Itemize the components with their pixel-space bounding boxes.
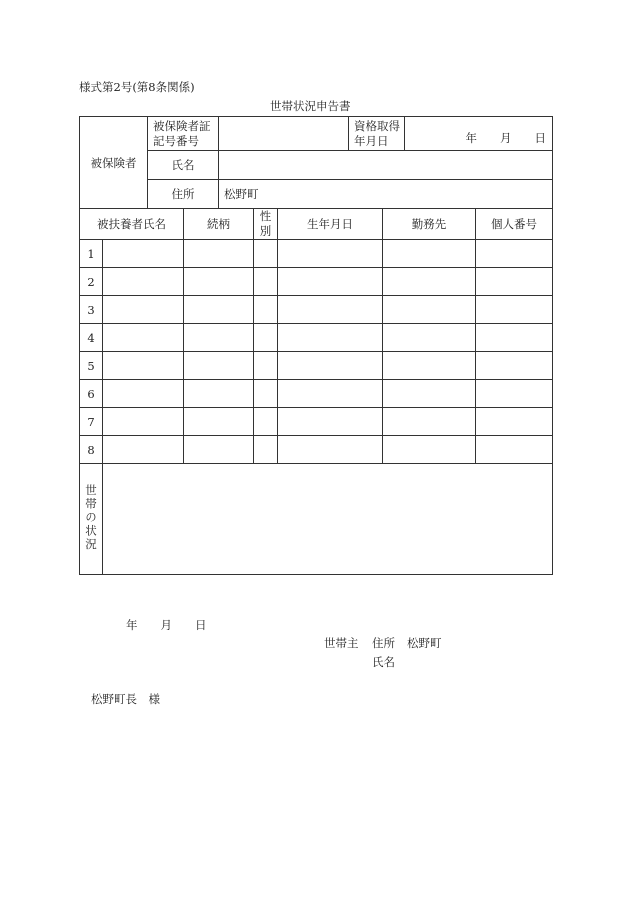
household-status-field[interactable] bbox=[103, 464, 553, 575]
cell-relation[interactable] bbox=[184, 296, 254, 324]
address-label: 住所 bbox=[148, 180, 219, 209]
cell-name[interactable] bbox=[103, 240, 184, 268]
cell-gender[interactable] bbox=[254, 240, 278, 268]
header-relation: 続柄 bbox=[184, 209, 254, 240]
cell-relation[interactable] bbox=[184, 436, 254, 464]
cell-gender[interactable] bbox=[254, 352, 278, 380]
cell-personal-id[interactable] bbox=[476, 240, 553, 268]
qualification-date-label: 資格取得 年月日 bbox=[349, 117, 405, 151]
row-number: 4 bbox=[80, 324, 103, 352]
declaration-date: 年 月 日 bbox=[126, 618, 207, 632]
cell-gender[interactable] bbox=[254, 268, 278, 296]
cell-relation[interactable] bbox=[184, 352, 254, 380]
document-title: 世帯状況申告書 bbox=[270, 99, 351, 113]
cell-relation[interactable] bbox=[184, 240, 254, 268]
cell-gender[interactable] bbox=[254, 324, 278, 352]
insured-table bbox=[79, 116, 553, 209]
cell-workplace[interactable] bbox=[383, 436, 476, 464]
header-workplace: 勤務先 bbox=[383, 209, 476, 240]
cell-gender[interactable] bbox=[254, 296, 278, 324]
row-number: 3 bbox=[80, 296, 103, 324]
row-number: 5 bbox=[80, 352, 103, 380]
cell-workplace[interactable] bbox=[383, 408, 476, 436]
cell-personal-id[interactable] bbox=[476, 380, 553, 408]
cell-name[interactable] bbox=[103, 324, 184, 352]
householder-label: 世帯主 bbox=[324, 636, 359, 650]
row-number: 7 bbox=[80, 408, 103, 436]
cell-birth[interactable] bbox=[278, 324, 383, 352]
cell-personal-id[interactable] bbox=[476, 268, 553, 296]
name-label: 氏名 bbox=[148, 151, 219, 180]
cell-birth[interactable] bbox=[278, 296, 383, 324]
header-personal-id: 個人番号 bbox=[476, 209, 553, 240]
address-field[interactable]: 松野町 bbox=[219, 180, 553, 209]
row-number: 6 bbox=[80, 380, 103, 408]
cell-gender[interactable] bbox=[254, 408, 278, 436]
header-gender: 性 別 bbox=[254, 209, 278, 240]
header-dependent-name: 被扶養者氏名 bbox=[80, 209, 184, 240]
cell-personal-id[interactable] bbox=[476, 324, 553, 352]
cell-gender[interactable] bbox=[254, 380, 278, 408]
cell-personal-id[interactable] bbox=[476, 296, 553, 324]
cell-birth[interactable] bbox=[278, 408, 383, 436]
cell-relation[interactable] bbox=[184, 324, 254, 352]
cell-birth[interactable] bbox=[278, 436, 383, 464]
table-row bbox=[80, 296, 553, 324]
cell-personal-id[interactable] bbox=[476, 436, 553, 464]
name-field[interactable] bbox=[219, 151, 553, 180]
cell-workplace[interactable] bbox=[383, 268, 476, 296]
cell-birth[interactable] bbox=[278, 240, 383, 268]
cell-birth[interactable] bbox=[278, 352, 383, 380]
form-number: 様式第2号(第8条関係) bbox=[79, 80, 195, 94]
table-row bbox=[80, 352, 553, 380]
qualification-date-field[interactable]: 年 月 日 bbox=[405, 117, 553, 151]
table-row bbox=[80, 408, 553, 436]
cell-gender[interactable] bbox=[254, 436, 278, 464]
insured-section-label: 被保険者 bbox=[80, 117, 148, 209]
cell-relation[interactable] bbox=[184, 268, 254, 296]
row-number: 2 bbox=[80, 268, 103, 296]
cert-number-field[interactable] bbox=[219, 117, 349, 151]
table-row bbox=[80, 268, 553, 296]
cell-name[interactable] bbox=[103, 352, 184, 380]
cell-workplace[interactable] bbox=[383, 352, 476, 380]
table-row bbox=[80, 324, 553, 352]
cert-number-label: 被保険者証 記号番号 bbox=[148, 117, 219, 151]
householder-address-value: 松野町 bbox=[407, 636, 442, 650]
header-birth-date: 生年月日 bbox=[278, 209, 383, 240]
cell-name[interactable] bbox=[103, 436, 184, 464]
cell-personal-id[interactable] bbox=[476, 408, 553, 436]
table-row bbox=[80, 380, 553, 408]
cell-birth[interactable] bbox=[278, 268, 383, 296]
addressee: 松野町長 様 bbox=[91, 692, 160, 706]
table-row bbox=[80, 436, 553, 464]
cell-relation[interactable] bbox=[184, 408, 254, 436]
household-status-label: 世帯の状況 bbox=[80, 464, 103, 575]
cell-workplace[interactable] bbox=[383, 324, 476, 352]
cell-relation[interactable] bbox=[184, 380, 254, 408]
cell-name[interactable] bbox=[103, 268, 184, 296]
cell-birth[interactable] bbox=[278, 380, 383, 408]
householder-address-label: 住所 bbox=[372, 636, 395, 650]
cell-name[interactable] bbox=[103, 380, 184, 408]
table-row bbox=[80, 240, 553, 268]
cell-name[interactable] bbox=[103, 408, 184, 436]
dependents-table bbox=[79, 208, 553, 575]
row-number: 8 bbox=[80, 436, 103, 464]
householder-name-label: 氏名 bbox=[372, 655, 395, 669]
cell-workplace[interactable] bbox=[383, 380, 476, 408]
cell-personal-id[interactable] bbox=[476, 352, 553, 380]
cell-workplace[interactable] bbox=[383, 296, 476, 324]
row-number: 1 bbox=[80, 240, 103, 268]
cell-workplace[interactable] bbox=[383, 240, 476, 268]
cell-name[interactable] bbox=[103, 296, 184, 324]
